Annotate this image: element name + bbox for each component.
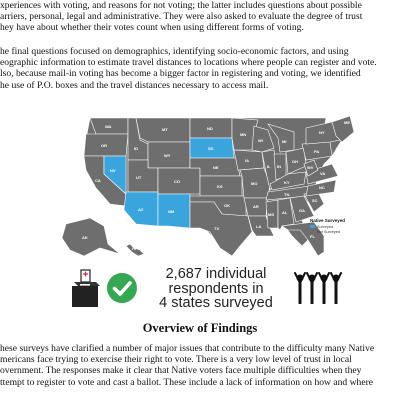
label-or: OR [101, 143, 107, 148]
label-wa: WA [105, 124, 112, 129]
label-nc: NC [319, 185, 325, 190]
methodology-paragraph [0, 46, 400, 91]
intro-paragraph [0, 0, 400, 34]
text-line: xperiences with voting, and reasons for not voting; the latter includes questions about possible [0, 0, 362, 11]
text-line: he use of P.O. boxes and the travel distances necessary to access mail. [0, 79, 269, 91]
survey-stats-banner [66, 264, 346, 312]
stat-line-states: 4 states surveyed [159, 295, 273, 311]
text-line: he final questions focused on demographics, identifying socio-economic factors, and using [0, 46, 349, 57]
label-ga: GA [299, 208, 305, 213]
label-va: VA [320, 171, 326, 176]
label-ok: OK [224, 203, 230, 208]
people-icon [294, 270, 342, 304]
stat-line-in: respondents in [168, 280, 264, 297]
label-hi: HI [132, 246, 136, 251]
label-me: ME [344, 120, 350, 125]
label-ks: KS [217, 184, 223, 189]
us-states-map [56, 112, 356, 262]
findings-paragraph [0, 343, 400, 388]
label-nm: NM [168, 209, 175, 214]
legend-label-not-surveyed: Not Surveyed [317, 230, 341, 234]
legend-swatch-not-surveyed [310, 230, 315, 233]
text-line: arriers, personal, legal and administrative. They were also asked to evaluate the degree of trust [0, 11, 363, 23]
label-nv: NV [110, 168, 116, 173]
label-ne: NE [213, 165, 219, 170]
label-al: AL [282, 210, 288, 215]
state-ia [234, 150, 264, 170]
label-ak: AK [82, 235, 88, 240]
label-sd: SD [208, 146, 214, 151]
label-oh: OH [292, 159, 298, 164]
text-line: hese surveys have clarified a number of major issues that contribute to the difficulty many Native [0, 343, 375, 354]
text-line: hey have about whether their votes count when using different forms of voting. [0, 22, 304, 34]
label-az: AZ [138, 207, 144, 212]
label-tn: TN [284, 192, 290, 197]
text-line: eographic information to estimate travel distances to locations where people can register and vote. [0, 57, 377, 69]
check-circle-icon [106, 272, 138, 304]
legend-label-surveyed: Surveyed [317, 225, 334, 229]
label-il: IL [267, 164, 271, 169]
label-wv: WV [307, 165, 314, 170]
label-mn: MN [240, 132, 247, 137]
section-heading: Overview of Findings [142, 321, 258, 335]
text-line: overnment. The responses make it clear that Native voters face multiple difficulties when they [0, 365, 362, 377]
stat-line-respondents: 2,687 individual [165, 266, 267, 282]
label-ar: AR [253, 204, 259, 209]
label-id: ID [134, 146, 138, 151]
label-ut: UT [136, 175, 142, 180]
label-tx: TX [214, 226, 220, 231]
label-in: IN [277, 164, 281, 169]
state-ak [62, 218, 120, 256]
label-ky: KY [284, 180, 290, 185]
label-pa: PA [314, 149, 320, 154]
label-ca: CA [95, 178, 101, 183]
legend-swatch-surveyed [310, 225, 315, 228]
stats-text [146, 267, 286, 311]
label-nd: ND [207, 126, 213, 131]
label-fl: FL [310, 234, 315, 239]
label-wy: WY [164, 153, 171, 158]
label-sc: SC [312, 198, 318, 203]
label-wi: WI [258, 138, 263, 143]
label-ny: NY [319, 130, 325, 135]
label-ia: IA [245, 158, 249, 163]
label-mi: MI [282, 139, 287, 144]
text-line: ttempt to register to vote and cast a ballot. These include a lack of information on how and where [0, 376, 374, 388]
text-line: lso, because mail-in voting has become a bigger factor in registering and voting, we identified [0, 68, 361, 80]
label-ms: MS [268, 212, 274, 217]
legend-title: Native Surveyed [310, 218, 346, 223]
label-co: CO [174, 179, 180, 184]
text-line: mericans face trying to exercise their right to vote. There is a very low level of trust in local [0, 354, 352, 366]
label-mt: MT [162, 127, 168, 132]
label-la: LA [256, 224, 262, 229]
ballot-box-icon [68, 268, 102, 308]
label-mo: MO [251, 181, 258, 186]
